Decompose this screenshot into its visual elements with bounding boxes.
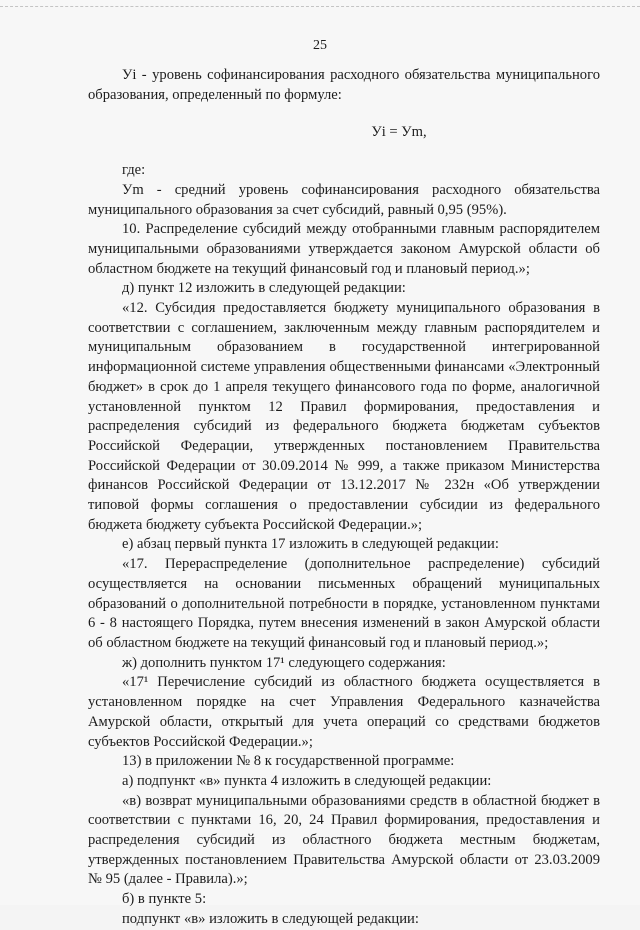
paragraph-subitem-zh: ж) дополнить пунктом 17¹ следующего содержания: <box>122 654 446 671</box>
paragraph-item-13: 13) в приложении № 8 к государственной программе: <box>122 753 455 770</box>
paragraph-subitem-v-return: «в) возврат муниципальными образованиями средств в областной бюджет в соответствии с пунктами 16, 20, 24 Правил формирования, предоставления и распределения субсидий из областного бюджета местным бюджетам, утвержденных постановлением Правительства Амурской области от 23.03.2009 № 95 (далее - Правила).»; <box>88 792 600 888</box>
paragraph-subitem-v-edit: подпункт «в» изложить в следующей редакции: <box>122 910 419 927</box>
paragraph-item-12: «12. Субсидия предоставляется бюджету муниципального образования в соответствии с соглашением, заключенным между главным распорядителем и муниципальным образованием в государственной интегрированной информационной системе управления общественными финансами «Электронный бюджет» в срок до 1 апреля текущего финансового года по форме, аналогичной установленной пунктом 12 Правил формирования, предоставления и распределения субсидий из федерального бюджета бюджетам субъектов Российской Федерации, утвержденных постановлением Правительства Российской Федерации от 30.09.2014 № 999, а также приказом Министерства финансов Российской Федерации от 13.12.2017 № 232н «Об утверждении типовой формы соглашения о предоставлении субсидии из федерального бюджета бюджету субъекта Российской Федерации.»; <box>88 300 600 533</box>
paragraph-item-10: 10. Распределение субсидий между отобранными главным распорядителем муниципальными образованиями утверждается законом Амурской области об областном бюджете на текущий финансовый год и плановый период.»; <box>88 221 600 277</box>
paragraph-subitem-e: е) абзац первый пункта 17 изложить в следующей редакции: <box>122 536 499 553</box>
paragraph-level-definition: Уi - уровень софинансирования расходного обязательства муниципального образования, определенный по формуле: <box>88 67 600 103</box>
formula: Уi = Уm, <box>371 124 427 141</box>
document-body <box>88 66 600 930</box>
paragraph-where: где: <box>122 162 146 179</box>
paragraph-item-17-1: «17¹ Перечисление субсидий из областного бюджета осуществляется в установленном порядке на счет Управления Федерального казначейства Амурской области, открытый для учета операций со средствами бюджетов субъектов Российской Федерации.»; <box>88 674 600 750</box>
scan-edge-line <box>0 6 640 8</box>
paragraph-subitem-b: б) в пункте 5: <box>122 891 207 908</box>
paragraph-item-17: «17. Перераспределение (дополнительное распределение) субсидий осуществляется на основании письменных обращений муниципальных образований о дополнительной потребности в порядке, установленном пунктами 6 - 8 настоящего Порядка, путем внесения изменений в закон Амурской области об областном бюджете на текущий финансовый год и плановый период.»; <box>88 556 600 651</box>
page-number: 25 <box>313 38 327 53</box>
paragraph-subitem-d: д) пункт 12 изложить в следующей редакции: <box>122 280 406 297</box>
paragraph-subitem-a: а) подпункт «в» пункта 4 изложить в следующей редакции: <box>122 772 492 789</box>
paragraph-average-level: Уm - средний уровень софинансирования расходного обязательства муниципального образования за счет субсидий, равный 0,95 (95%). <box>88 181 600 218</box>
